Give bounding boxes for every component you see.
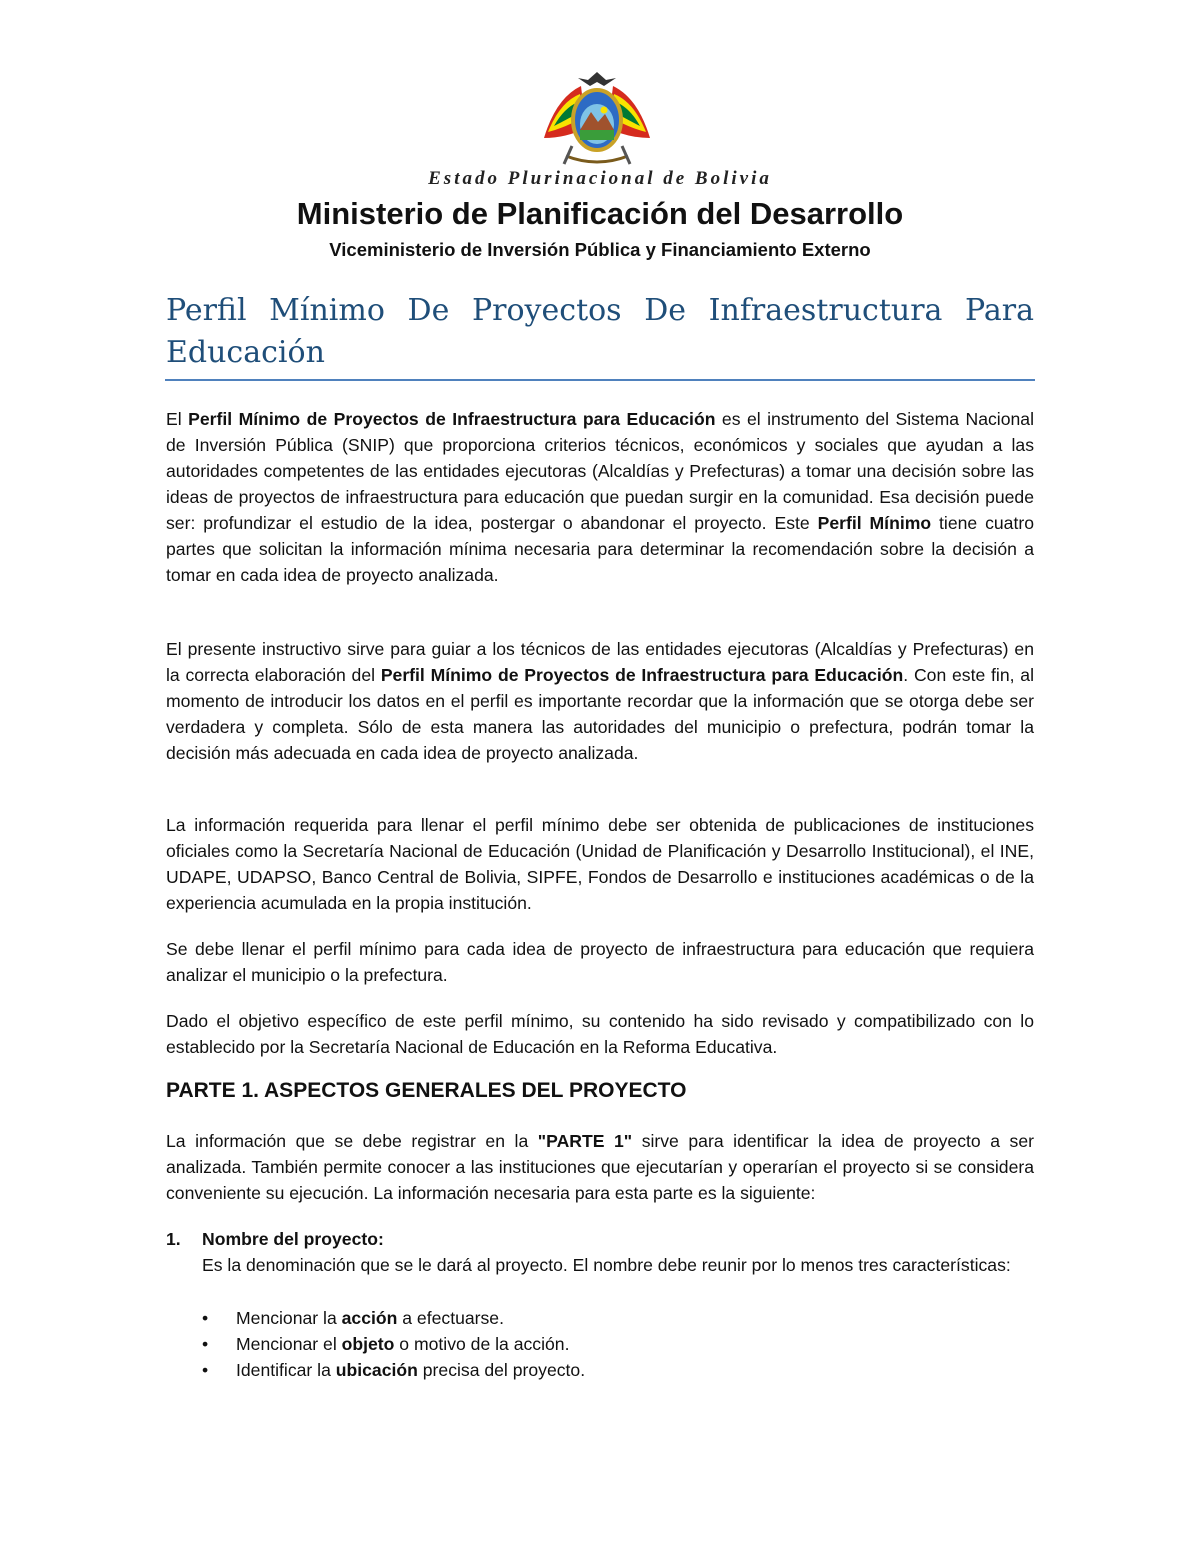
bullet-icon: • (202, 1360, 209, 1380)
characteristics-list (202, 1305, 585, 1383)
bullet-icon: • (202, 1308, 209, 1328)
list-item: • Mencionar el objeto o motivo de la acción. (202, 1331, 585, 1357)
paragraph-instructive: El presente instructivo sirve para guiar a los técnicos de las entidades ejecutoras (Alcaldías y Prefecturas) en la correcta elaboración del Perfil Mínimo de Proyectos de Infraestructura para Educación. Con este fin, al momento de introducir los datos en el perfil es importante recordar que la información que se otorga debe ser verdadera y completa. Sólo de esta manera las autoridades del municipio o prefectura, podrán tomar la decisión más adecuada en cada idea de proyecto analizada. (166, 639, 1034, 763)
list-item-label: Nombre del proyecto: (202, 1229, 384, 1249)
title-divider (165, 379, 1035, 381)
ministry-name: Ministerio de Planificación del Desarrollo (296, 196, 904, 231)
list-item-description: Es la denominación que se le dará al proyecto. El nombre debe reunir por lo menos tres características: (202, 1255, 1011, 1275)
list-item: • Identificar la ubicación precisa del proyecto. (202, 1357, 585, 1383)
paragraph-sources: La información requerida para llenar el perfil mínimo debe ser obtenida de publicaciones de instituciones oficiales como la Secretaría Nacional de Educación (Unidad de Planificación y Desarrollo Institucional), el INE, UDAPE, UDAPSO, Banco Central de Bolivia, SIPFE, Fondos de Desarrollo e instituciones académicas o de la experiencia acumulada en la propia institución. (166, 815, 1034, 913)
bullet-icon: • (202, 1334, 209, 1354)
paragraph-fill-requirement: Se debe llenar el perfil mínimo para cada idea de proyecto de infraestructura para educación que requiera analizar el municipio o la prefectura. (166, 939, 1034, 985)
list-item-title (166, 1229, 384, 1250)
paragraph-intro: El Perfil Mínimo de Proyectos de Infraestructura para Educación es el instrumento del Sistema Nacional de Inversión Pública (SNIP) que proporciona criterios técnicos, económicos y sociales que ayudan a las autoridades competentes de las entidades ejecutoras (Alcaldías y Prefecturas) a tomar una decisión sobre las ideas de proyectos de infraestructura para educación que puedan surgir en la comunidad. Esa decisión puede ser: profundizar el estudio de la idea, postergar o abandonar el proyecto. Este Perfil Mínimo tiene cuatro partes que solicitan la información mínima necesaria para determinar la recomendación sobre la decisión a tomar en cada idea de proyecto analizada. (166, 409, 1034, 585)
vice-ministry-name: Viceministerio de Inversión Pública y Financiamiento Externo (329, 239, 871, 260)
bolivia-coat-of-arms-icon (536, 68, 658, 170)
list-item: • Mencionar la acción a efectuarse. (202, 1305, 585, 1331)
list-item-number: 1. (166, 1229, 181, 1249)
paragraph-objective: Dado el objetivo específico de este perfil mínimo, su contenido ha sido revisado y compatibilizado con lo establecido por la Secretaría Nacional de Educación en la Reforma Educativa. (166, 1011, 1034, 1057)
part1-intro: La información que se debe registrar en la "PARTE 1" sirve para identificar la idea de proyecto a ser analizada. También permite conocer a las instituciones que ejecutarían y operarían el proyecto si se considera conveniente su ejecución. La información necesaria para esta parte es la siguiente: (166, 1131, 1034, 1203)
state-name: Estado Plurinacional de Bolivia (428, 168, 772, 189)
part1-heading: PARTE 1. ASPECTOS GENERALES DEL PROYECTO (166, 1079, 687, 1102)
document-title: Perfil Mínimo De Proyectos De Infraestructura Para Educación (166, 293, 1034, 370)
